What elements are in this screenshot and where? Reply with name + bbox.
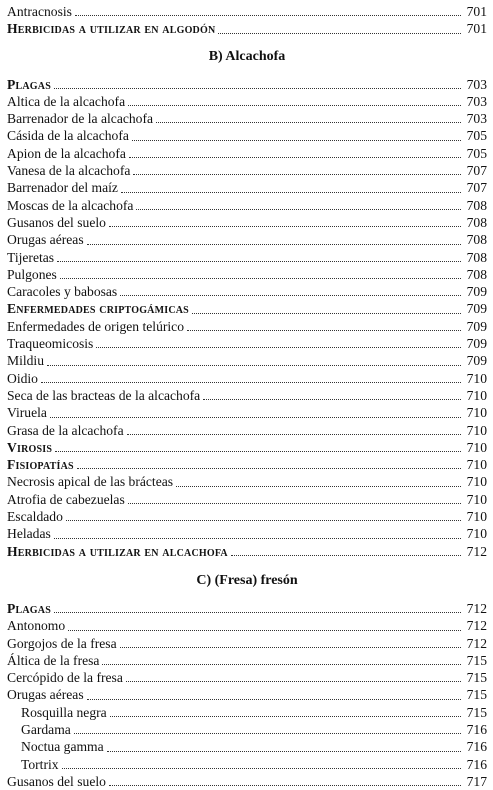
toc-entry-page: 712 <box>466 635 487 651</box>
toc-entry-page: 710 <box>466 474 487 490</box>
toc-entry <box>7 491 487 508</box>
toc-entry-page: 708 <box>466 266 487 282</box>
toc-entry-page: 710 <box>466 370 487 386</box>
toc-entry-page: 710 <box>466 457 487 473</box>
toc-entry-label: Orugas aéreas <box>7 231 87 248</box>
toc-entry <box>7 93 487 110</box>
toc-entry-page: 705 <box>466 128 487 144</box>
toc-entry-label: Plagas <box>7 600 54 617</box>
dot-leader <box>133 174 461 175</box>
toc-entry-page: 710 <box>466 439 487 455</box>
dot-leader <box>132 140 461 141</box>
toc-entry <box>7 249 487 266</box>
toc-entry-label: Atrofia de cabezuelas <box>7 491 128 508</box>
toc-entry <box>7 617 487 634</box>
dot-leader <box>110 716 461 717</box>
dot-leader <box>102 664 461 665</box>
toc-entry-label: Viruela <box>7 404 50 421</box>
toc-entry-page: 716 <box>466 721 487 737</box>
dot-leader <box>68 630 461 631</box>
dot-leader <box>176 486 461 487</box>
dot-leader <box>120 647 461 648</box>
dot-leader <box>218 33 461 34</box>
toc-entry-label: Altica de la alcachofa <box>7 93 128 110</box>
dot-leader <box>66 520 461 521</box>
toc-entry <box>7 473 487 490</box>
toc-entry-page: 709 <box>466 318 487 334</box>
toc-entry-label: Apion de la alcachofa <box>7 145 129 162</box>
toc-entry-label: Rosquilla negra <box>7 704 110 721</box>
toc-entry <box>7 20 487 37</box>
toc-entry-page: 707 <box>466 180 487 196</box>
toc-entry-label: Heladas <box>7 525 54 542</box>
toc-entry-page: 708 <box>466 232 487 248</box>
toc-entry-label: Virosis <box>7 439 55 456</box>
toc-entry <box>7 335 487 352</box>
dot-leader <box>109 226 461 227</box>
toc-entry-page: 701 <box>466 4 487 19</box>
dot-leader <box>54 612 461 613</box>
dot-leader <box>50 417 461 418</box>
toc-entry-page: 710 <box>466 526 487 542</box>
toc-entry <box>7 300 487 317</box>
toc-entry-page: 709 <box>466 284 487 300</box>
toc-entry-label: Gusanos del suelo <box>7 214 109 231</box>
toc-entry-page: 716 <box>466 756 487 772</box>
toc-entry-label: Caracoles y babosas <box>7 283 120 300</box>
dot-leader <box>41 382 461 383</box>
toc-entry <box>7 76 487 93</box>
toc-entry <box>7 738 487 755</box>
toc-entry <box>7 214 487 231</box>
toc-entry <box>7 162 487 179</box>
toc-entry <box>7 387 487 404</box>
dot-leader <box>136 209 461 210</box>
dot-leader <box>120 295 461 296</box>
dot-leader <box>128 503 461 504</box>
toc-entry-page: 712 <box>466 618 487 634</box>
toc-entry <box>7 422 487 439</box>
toc-entry-page: 716 <box>466 739 487 755</box>
toc-entry-label: Plagas <box>7 76 54 93</box>
section-c-list <box>7 600 487 790</box>
toc-entry <box>7 110 487 127</box>
toc-entry <box>7 127 487 144</box>
toc-entry-label: Mildiu <box>7 352 47 369</box>
dot-leader <box>96 347 461 348</box>
toc-entry-label: Cercópido de la fresa <box>7 669 126 686</box>
toc-entry-page: 710 <box>466 509 487 525</box>
toc-entry <box>7 525 487 542</box>
dot-leader <box>203 399 461 400</box>
toc-entry <box>7 145 487 162</box>
toc-entry-page: 715 <box>466 670 487 686</box>
dot-leader <box>128 105 461 106</box>
toc-entry-page: 708 <box>466 197 487 213</box>
toc-entry <box>7 635 487 652</box>
toc-entry <box>7 669 487 686</box>
dot-leader <box>107 751 461 752</box>
dot-leader <box>121 192 461 193</box>
toc-entry-page: 703 <box>466 111 487 127</box>
toc-entry-label: Gusanos del suelo <box>7 773 109 790</box>
section-b-heading: B) Alcachofa <box>208 48 286 64</box>
toc-entry-page: 705 <box>466 145 487 161</box>
dot-leader <box>156 122 461 123</box>
toc-entry-label: Áltica de la fresa <box>7 652 102 669</box>
toc-entry-label: Barrenador de la alcachofa <box>7 110 156 127</box>
toc-entry-label: Gorgojos de la fresa <box>7 635 120 652</box>
toc-entry-label: Traqueomicosis <box>7 335 96 352</box>
toc-entry-label: Tijeretas <box>7 249 57 266</box>
toc-entry-page: 709 <box>466 336 487 352</box>
toc-entry-label: Herbicidas a utilizar en alcachofa <box>7 543 231 560</box>
toc-entry <box>7 197 487 214</box>
toc-entry <box>7 756 487 773</box>
toc-entry-label: Oidio <box>7 370 41 387</box>
toc-entry-page: 701 <box>466 21 487 37</box>
toc-entry <box>7 3 487 20</box>
toc-entry-label: Vanesa de la alcachofa <box>7 162 133 179</box>
dot-leader <box>231 555 461 556</box>
toc-entry-label: Moscas de la alcachofa <box>7 197 136 214</box>
toc-entry-label: Orugas aéreas <box>7 686 87 703</box>
dot-leader <box>129 157 461 158</box>
toc-entry-page: 709 <box>466 353 487 369</box>
toc-entry-page: 703 <box>466 93 487 109</box>
toc-entry-label: Tortrix <box>7 756 62 773</box>
toc-entry <box>7 456 487 473</box>
toc-entry-label: Antracnosis <box>7 3 75 20</box>
toc-entry-page: 708 <box>466 214 487 230</box>
dot-leader <box>192 313 461 314</box>
toc-entry-label: Barrenador del maíz <box>7 179 121 196</box>
toc-entry-page: 707 <box>466 163 487 179</box>
dot-leader <box>127 434 461 435</box>
dot-leader <box>87 244 461 245</box>
toc-entry <box>7 318 487 335</box>
toc-entry <box>7 266 487 283</box>
toc-entry-page: 710 <box>466 405 487 421</box>
toc-entry-label: Herbicidas a utilizar en algodón <box>7 20 218 37</box>
toc-entry <box>7 600 487 617</box>
toc-entry-label: Escaldado <box>7 508 66 525</box>
toc-page <box>7 3 487 790</box>
dot-leader <box>62 768 461 769</box>
toc-entry-page: 703 <box>466 76 487 92</box>
toc-entry-label: Grasa de la alcachofa <box>7 422 127 439</box>
toc-entry <box>7 179 487 196</box>
toc-entry <box>7 352 487 369</box>
dot-leader <box>109 785 461 786</box>
dot-leader <box>55 451 461 452</box>
dot-leader <box>187 330 461 331</box>
toc-entry-label: Pulgones <box>7 266 60 283</box>
dot-leader <box>74 733 461 734</box>
toc-entry <box>7 652 487 669</box>
toc-entry-page: 715 <box>466 652 487 668</box>
toc-entry-page: 712 <box>466 600 487 616</box>
toc-entry <box>7 231 487 248</box>
toc-entry-page: 715 <box>466 704 487 720</box>
toc-entry-page: 708 <box>466 249 487 265</box>
toc-entry-label: Enfermedades de origen telúrico <box>7 318 187 335</box>
dot-leader <box>57 261 461 262</box>
section-a-tail <box>7 3 487 38</box>
toc-entry <box>7 439 487 456</box>
toc-entry-label: Seca de las bracteas de la alcachofa <box>7 387 203 404</box>
toc-entry <box>7 773 487 790</box>
toc-entry-page: 712 <box>466 543 487 559</box>
toc-entry-label: Necrosis apical de las brácteas <box>7 473 176 490</box>
toc-entry <box>7 543 487 560</box>
toc-entry-label: Cásida de la alcachofa <box>7 127 132 144</box>
toc-entry-label: Noctua gamma <box>7 738 107 755</box>
section-b-list <box>7 76 487 560</box>
toc-entry-page: 710 <box>466 491 487 507</box>
toc-entry-page: 710 <box>466 422 487 438</box>
section-c-heading: C) (Fresa) fresón <box>196 572 298 588</box>
toc-entry-label: Gardama <box>7 721 74 738</box>
toc-entry <box>7 508 487 525</box>
toc-entry-label: Antonomo <box>7 617 68 634</box>
toc-entry <box>7 370 487 387</box>
toc-entry <box>7 721 487 738</box>
toc-entry <box>7 704 487 721</box>
toc-entry-label: Enfermedades criptogámicas <box>7 300 192 317</box>
toc-entry-label: Fisiopatías <box>7 456 77 473</box>
toc-entry-page: 717 <box>466 773 487 789</box>
toc-entry <box>7 404 487 421</box>
dot-leader <box>87 699 461 700</box>
toc-entry <box>7 283 487 300</box>
dot-leader <box>54 538 461 539</box>
toc-entry-page: 710 <box>466 387 487 403</box>
dot-leader <box>77 468 461 469</box>
dot-leader <box>47 365 461 366</box>
dot-leader <box>126 681 461 682</box>
dot-leader <box>54 88 461 89</box>
dot-leader <box>60 278 461 279</box>
toc-entry-page: 715 <box>466 687 487 703</box>
dot-leader <box>75 15 461 16</box>
toc-entry-page: 709 <box>466 301 487 317</box>
toc-entry <box>7 686 487 703</box>
